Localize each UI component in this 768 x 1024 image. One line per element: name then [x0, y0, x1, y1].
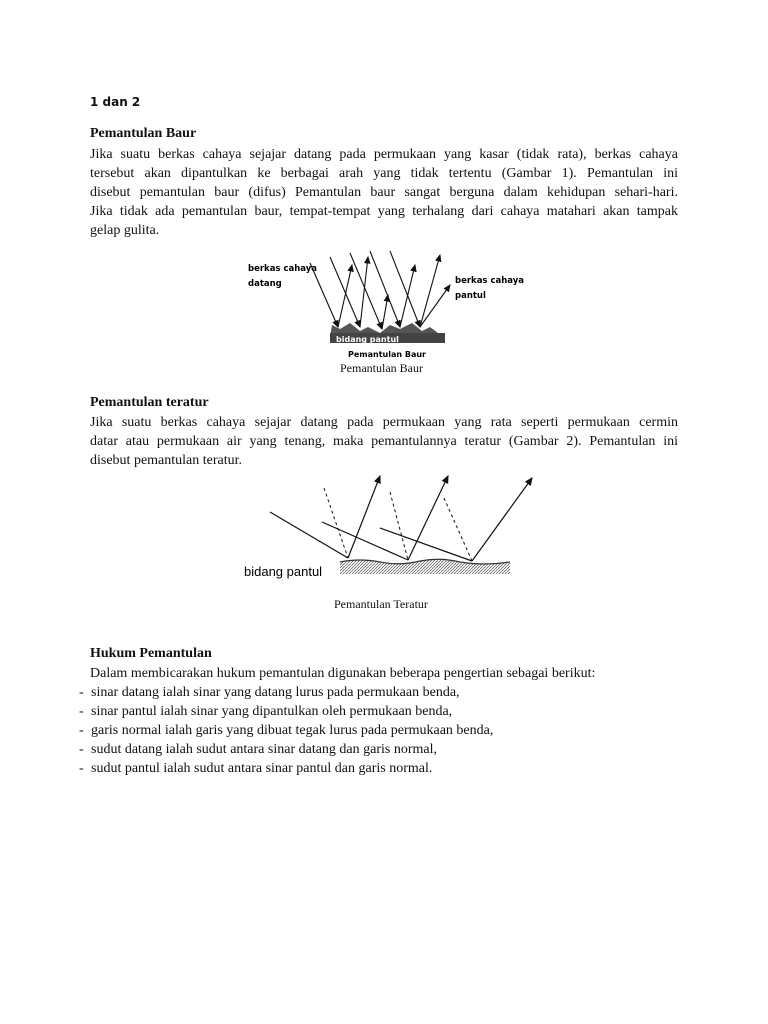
incoming-ray-label: berkas cahaya [248, 264, 318, 274]
paragraph-line: disebut pemantulan baur (difus) Pemantulan baur sangat berguna dalam kehidupan sehari-hari. [90, 185, 678, 200]
reflected-ray-label: pantul [455, 291, 486, 301]
list-item: - sinar pantul ialah sinar yang dipantulkan oleh permukaan benda, [79, 702, 493, 721]
list-item: - sudut datang ialah sudut antara sinar datang dan garis normal, [79, 740, 493, 759]
incoming-ray-label: datang [248, 279, 282, 289]
regular-reflection-figure [240, 470, 540, 580]
paragraph-line: Jika suatu berkas cahaya sejajar datang pada permukaan yang rata seperti permukaan cermin [90, 415, 678, 430]
paragraph-line: disebut pemantulan teratur. [90, 453, 243, 468]
list-item: - sinar datang ialah sinar yang datang lurus pada permukaan benda, [79, 683, 493, 702]
figure-caption-teratur: Pemantulan Teratur [334, 597, 428, 611]
figure-inner-caption: Pemantulan Baur [348, 350, 426, 359]
list-item: - garis normal ialah garis yang dibuat tegak lurus pada permukaan benda, [79, 721, 493, 740]
paragraph-line: Jika suatu berkas cahaya sejajar datang pada permukaan yang kasar (tidak rata), berkas cahaya [90, 147, 678, 162]
paragraph-line: Jika tidak ada pemantulan baur, tempat-tempat yang terhalang dari cahaya matahari akan tampak [90, 204, 678, 219]
surface-label: bidang pantul [244, 564, 323, 579]
paragraph-line: gelap gulita. [90, 223, 160, 238]
surface-label: bidang pantul [336, 335, 399, 344]
paragraph-pemantulan-baur [90, 145, 678, 240]
section-title-pemantulan-teratur: Pemantulan teratur [90, 395, 209, 410]
hukum-intro: Dalam membicarakan hukum pemantulan digunakan beberapa pengertian sebagai berikut: [90, 666, 596, 681]
diffuse-reflection-figure [240, 245, 530, 365]
section-title-pemantulan-baur: Pemantulan Baur [90, 126, 197, 141]
paragraph-line: tersebut akan dipantulkan ke berbagai arah yang tidak tertentu (Gambar 1). Pemantulan ini [90, 166, 678, 181]
figure-caption-baur: Pemantulan Baur [340, 361, 423, 375]
section-title-hukum-pemantulan: Hukum Pemantulan [90, 646, 212, 661]
reflected-ray-label: berkas cahaya [455, 276, 525, 286]
page-reference: 1 dan 2 [90, 95, 141, 109]
paragraph-line: datar atau permukaan air yang tenang, maka pemantulannya teratur (Gambar 2). Pemantulan ini [90, 434, 678, 449]
definition-list [79, 683, 493, 778]
list-item: - sudut pantul ialah sudut antara sinar pantul dan garis normal. [79, 759, 493, 778]
paragraph-pemantulan-teratur [90, 413, 678, 470]
smooth-surface [340, 559, 510, 574]
